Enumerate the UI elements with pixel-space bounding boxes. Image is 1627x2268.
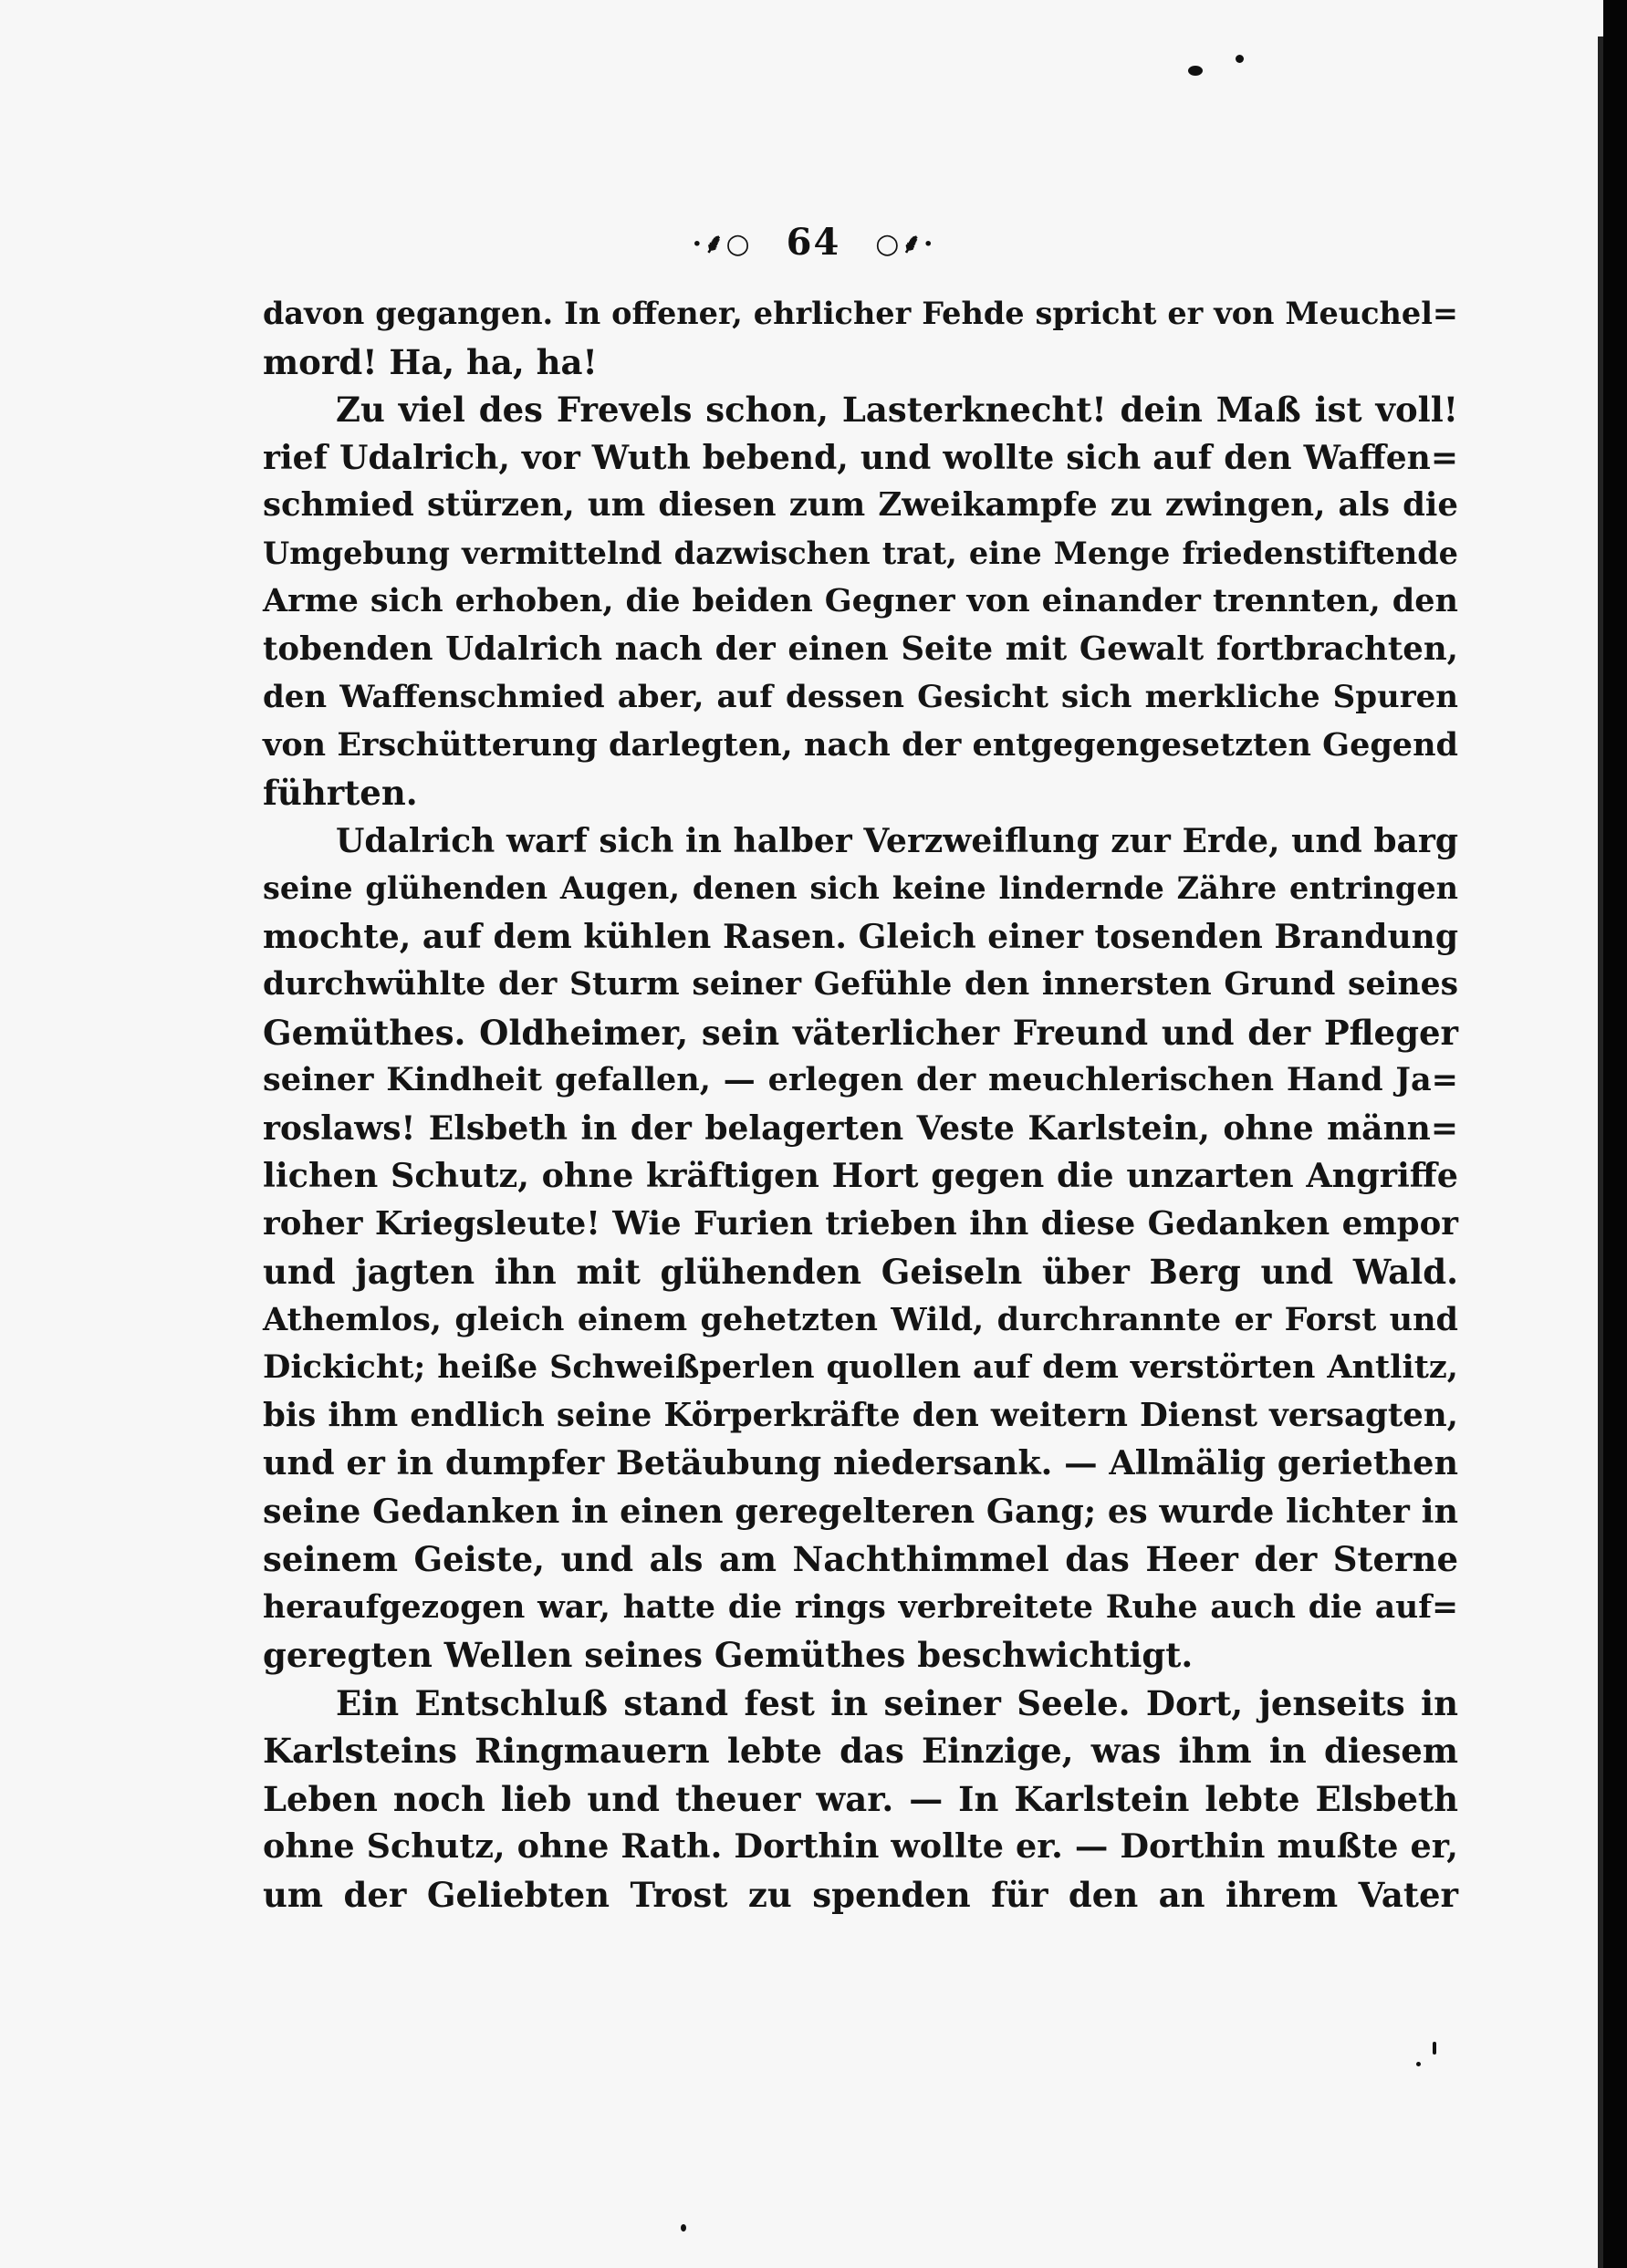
ink-speck [1433, 2042, 1436, 2055]
text-line: tobenden Udalrich nach der einen Seite mit Gewalt fortbrachten, [263, 629, 1458, 668]
header-ornament-left: ·⸙○ [692, 227, 752, 260]
text-line: ohne Schutz, ohne Rath. Dorthin wollte er. — Dorthin mußte er, [263, 1826, 1458, 1866]
text-line: von Erschütterung darlegten, nach der entgegengesetzten Gegend [263, 725, 1458, 764]
text-line: rief Udalrich, vor Wuth bebend, und wollte sich auf den Waffen= [263, 438, 1458, 477]
text-line: davon gegangen. In offener, ehrlicher Fehde spricht er von Meuchel= [263, 296, 1458, 331]
scan-edge-shadow [1598, 36, 1603, 2268]
page-number: 64 [786, 220, 841, 264]
text-line: den Waffenschmied aber, auf dessen Gesicht sich merkliche Spuren [263, 679, 1458, 715]
text-line: seinem Geiste, und als am Nachthimmel das Heer der Sterne [263, 1539, 1458, 1579]
text-line: Zu viel des Frevels schon, Lasterknecht! dein Maß ist voll! [336, 390, 1458, 430]
text-line: roslaws! Elsbeth in der belagerten Veste Karlstein, ohne männ= [263, 1108, 1458, 1148]
text-line: Gemüthes. Oldheimer, sein väterlicher Freund und der Pfleger [263, 1012, 1458, 1053]
text-line: seiner Kindheit gefallen, — erlegen der meuchlerischen Hand Ja= [263, 1061, 1458, 1098]
text-line: roher Kriegsleute! Wie Furien trieben ihn diese Gedanken empor [263, 1204, 1458, 1243]
text-line: bis ihm endlich seine Körperkräfte den weitern Dienst versagten, [263, 1396, 1458, 1434]
text-line: lichen Schutz, ohne kräftigen Hort gegen die unzarten Angriffe [263, 1156, 1458, 1195]
text-line: und jagten ihn mit glühenden Geiseln über Berg und Wald. [263, 1252, 1458, 1292]
text-line: Ein Entschluß stand fest in seiner Seele. Dort, jenseits in [336, 1682, 1458, 1723]
text-line: Dickicht; heiße Schweißperlen quollen auf dem verstörten Antlitz, [263, 1348, 1458, 1386]
text-line: und er in dumpfer Betäubung niedersank. — Allmälig geriethen [263, 1443, 1458, 1483]
text-line: durchwühlte der Sturm seiner Gefühle den innersten Grund seines [263, 966, 1458, 1003]
text-line: Umgebung vermittelnd dazwischen trat, eine Menge friedenstiftende [263, 535, 1458, 571]
text-line: Arme sich erhoben, die beiden Gegner von einander trennten, den [263, 582, 1458, 619]
body-text [263, 290, 1458, 1919]
text-line: mochte, auf dem kühlen Rasen. Gleich einer tosenden Brandung [263, 917, 1458, 956]
text-line: heraufgezogen war, hatte die rings verbreitete Ruhe auch die auf= [263, 1588, 1458, 1626]
text-line: um der Geliebten Trost zu spenden für den an ihrem Vater [263, 1874, 1458, 1915]
text-line: geregten Wellen seines Gemüthes beschwichtigt. [263, 1635, 1194, 1675]
text-line: seine glühenden Augen, denen sich keine lindernde Zähre entringen [263, 870, 1458, 906]
header-ornament-right: ○⸙· [875, 227, 935, 260]
ink-speck [1188, 66, 1203, 76]
ink-speck [1416, 2062, 1421, 2066]
text-line: seine Gedanken in einen geregelteren Gang; es wurde lichter in [263, 1491, 1458, 1531]
scan-edge-border [1603, 0, 1627, 2268]
text-line: Udalrich warf sich in halber Verzweiflung zur Erde, und barg [336, 821, 1458, 860]
text-line: Athemlos, gleich einem gehetzten Wild, durchrannte er Forst und [263, 1300, 1458, 1338]
text-line: mord! Ha, ha, ha! [263, 341, 598, 382]
text-line: schmied stürzen, um diesen zum Zweikampfe zu zwingen, als die [263, 486, 1458, 524]
ink-speck [681, 2224, 686, 2232]
page-header [0, 217, 1627, 264]
ink-speck [1236, 55, 1244, 63]
text-line: Leben noch lieb und theuer war. — In Karlstein lebte Elsbeth [263, 1778, 1458, 1819]
text-line: Karlsteins Ringmauern lebte das Einzige, was ihm in diesem [263, 1731, 1458, 1771]
text-line: führten. [263, 773, 418, 813]
